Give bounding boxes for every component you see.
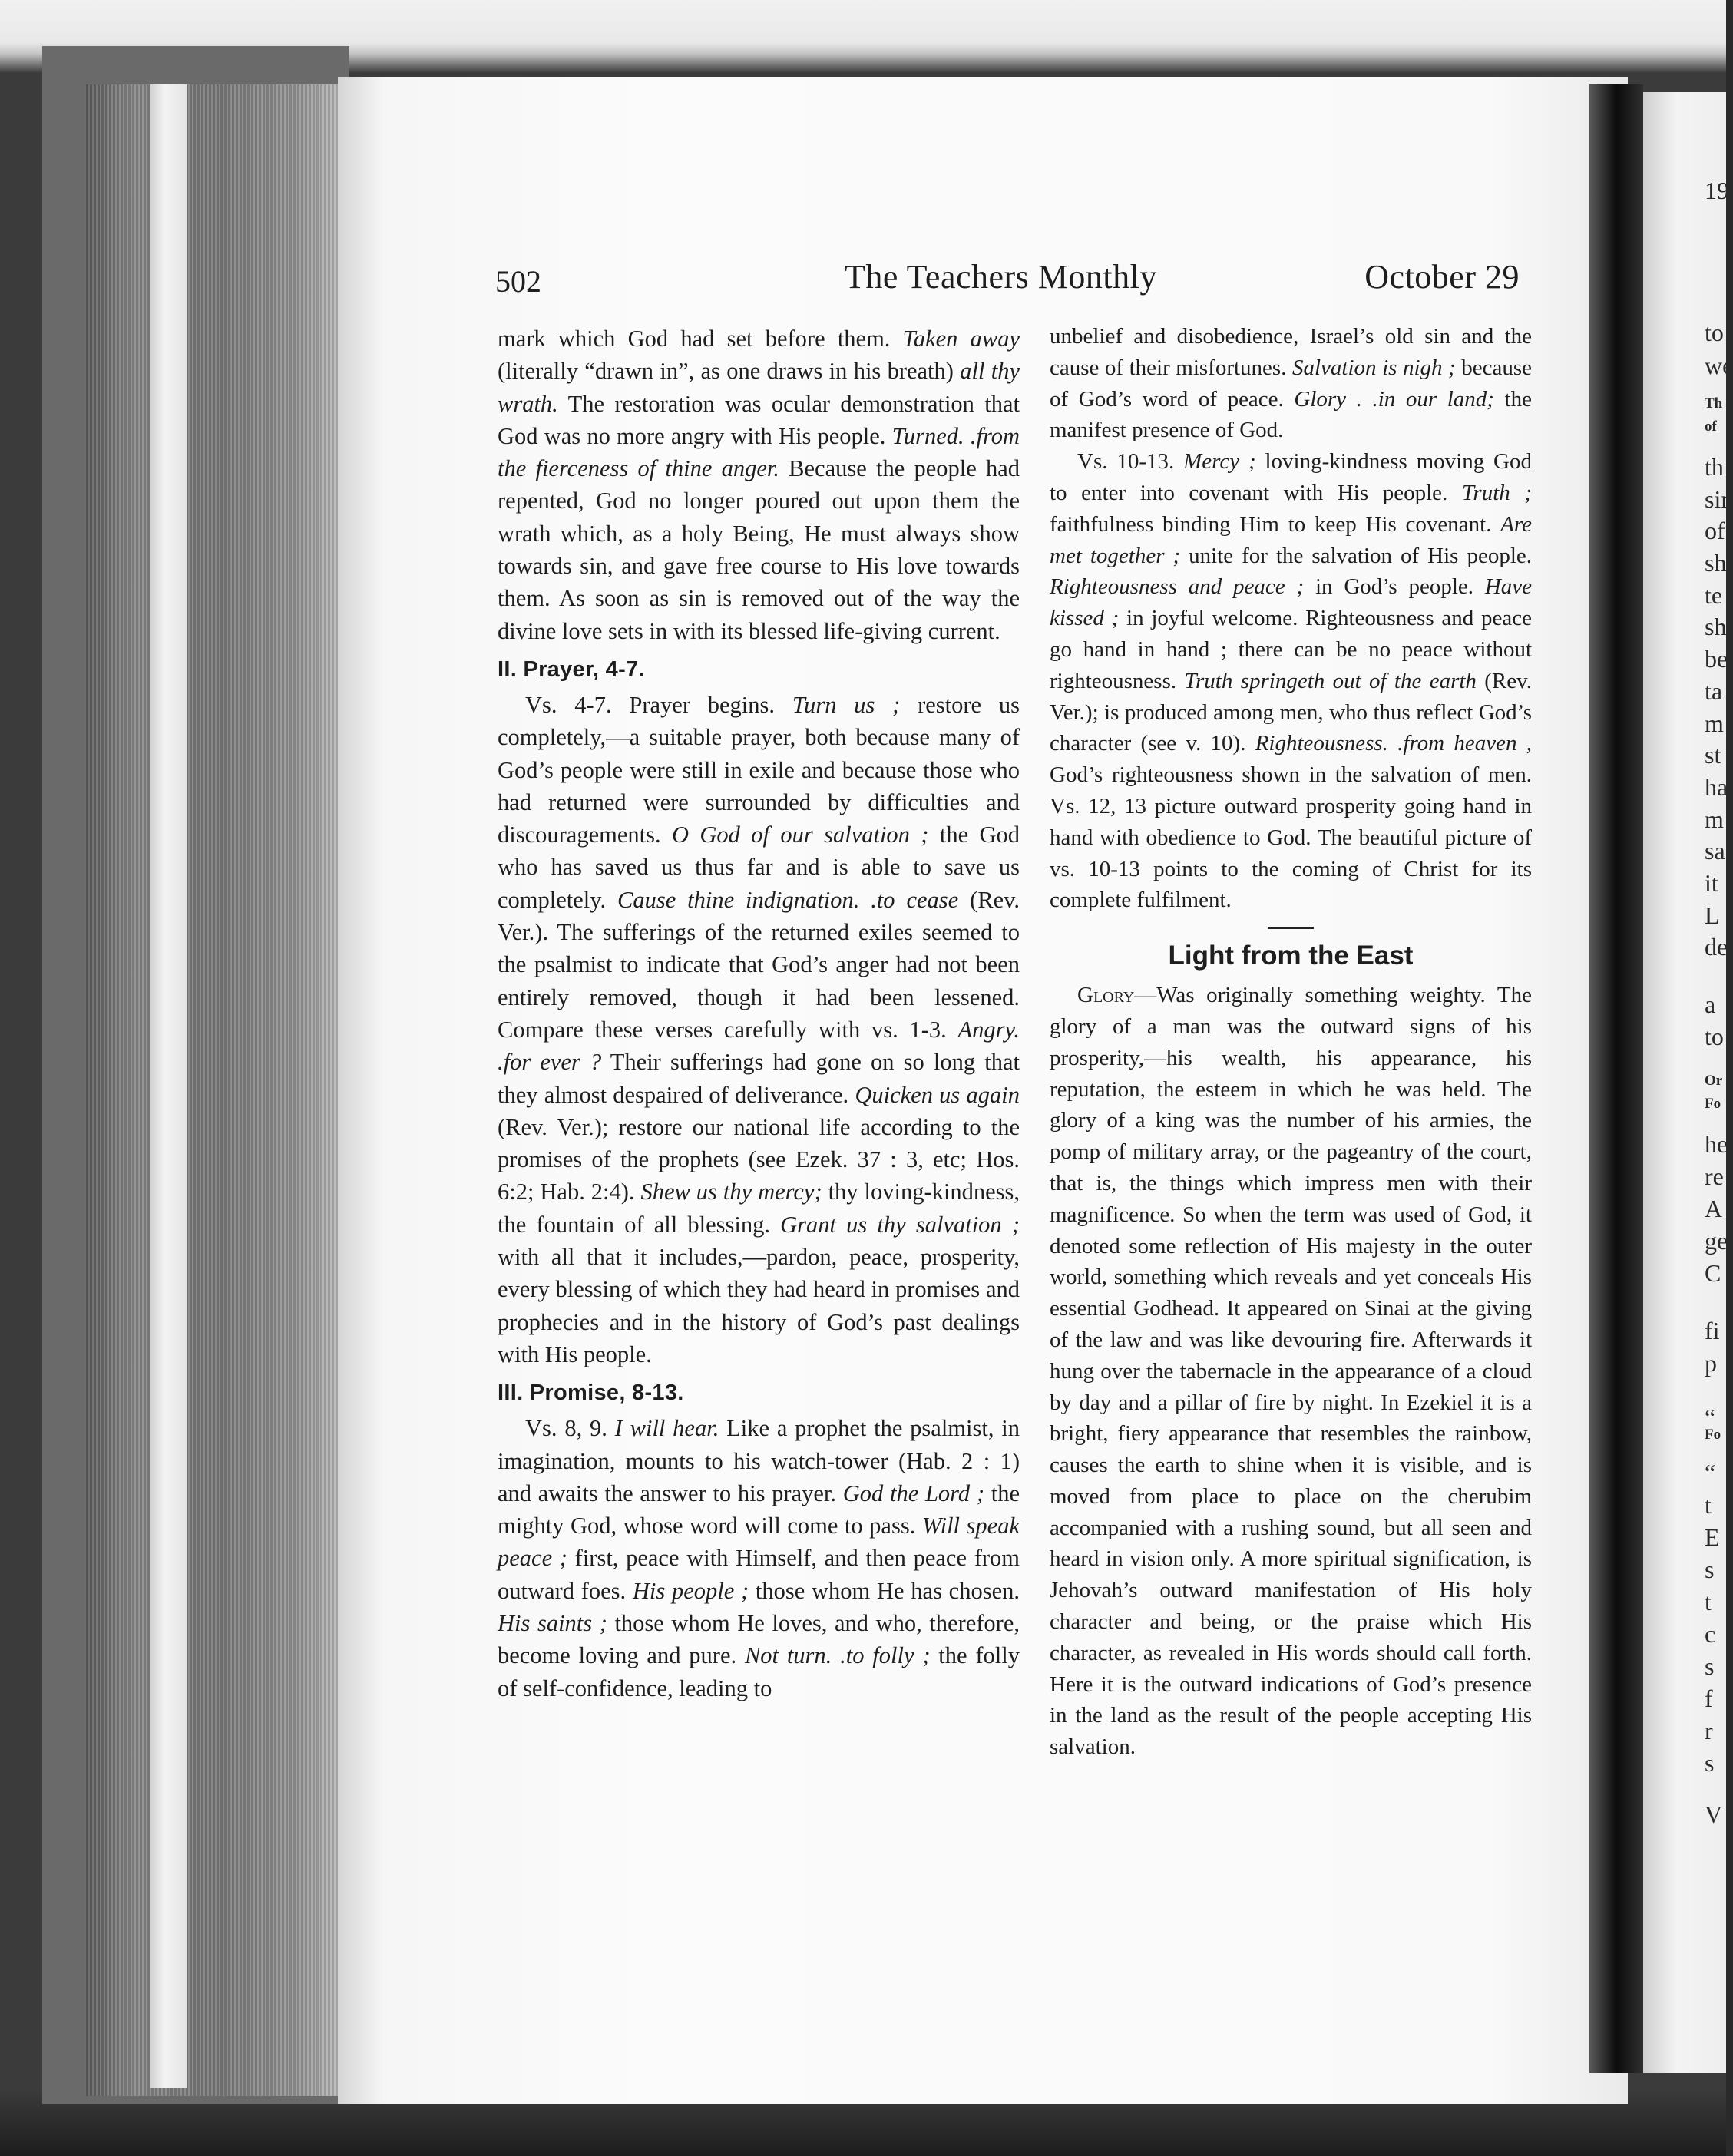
paragraph xyxy=(1050,446,1532,916)
text-run: because of God’s word of peace. xyxy=(1050,355,1532,412)
facing-page-text-fragment: st xyxy=(1705,741,1721,769)
facing-page-text-fragment: s xyxy=(1705,1652,1715,1680)
paragraph xyxy=(1050,980,1532,1763)
facing-page-text-fragment: m xyxy=(1705,709,1724,737)
text-run: Vs. 10-13. xyxy=(1077,449,1184,475)
text-run: with all that it includes,—pardon, peace, prosperity, every blessing of which they had heard in promises and prophecies and in the history of God’s past dealings with His people. xyxy=(498,1244,1020,1367)
facing-page-text-fragment: a xyxy=(1705,990,1716,1018)
facing-page-text-fragment: s xyxy=(1705,1749,1715,1777)
paragraph xyxy=(1050,321,1532,446)
italic-term: Turned. .from the fierceness of thine anger. xyxy=(498,422,1020,482)
facing-page-text-fragment: re xyxy=(1705,1162,1724,1190)
text-run: the folly of self-confidence, leading to xyxy=(498,1642,1020,1701)
feature-heading: Light from the East xyxy=(1168,941,1414,971)
facing-page-text-fragment: s xyxy=(1705,1556,1715,1583)
facing-page-text-fragment: ge xyxy=(1705,1227,1728,1255)
facing-page-text-fragment: V xyxy=(1705,1801,1723,1828)
facing-page-text-fragment: we xyxy=(1705,352,1733,379)
facing-page-text-fragment: E xyxy=(1705,1523,1720,1551)
italic-term: Not turn. .to folly ; xyxy=(744,1642,931,1669)
facing-page-text-fragment: m xyxy=(1705,805,1724,833)
text-run: Vs. 4-7. Prayer begins. xyxy=(525,691,792,718)
page-edge-highlight xyxy=(150,84,187,2088)
facing-page-text-fragment: “ xyxy=(1705,1404,1716,1431)
text-run: Their sufferings had gone on so long that they almost despaired of deliverance. xyxy=(498,1049,1020,1108)
italic-term: Glory . .in our land; xyxy=(1294,386,1494,412)
text-run: those whom He loves, and who, therefore, become loving and pure. xyxy=(498,1609,1020,1669)
facing-page-text-fragment: “ xyxy=(1705,1459,1716,1486)
facing-page-text-fragment: of xyxy=(1705,517,1725,544)
italic-term: His people ; xyxy=(632,1577,749,1604)
text-run: Vs. 8, 9. xyxy=(525,1415,615,1442)
text-run: those whom He has chosen. xyxy=(749,1577,1020,1604)
issue-date: October 29 xyxy=(1364,258,1520,296)
text-run: —Was originally something weighty. The glory of a man was the outward signs of his prosperity,—his wealth, his appearance, his reputation, the esteem in which he was held. The glory of a king was the number of his armies, the pomp of military array, or the pageantry of the court, that is, the things which impress men with their magnificence. So when the term was used of God, it denoted some reflection of His majesty in the outer world, something which reveals and yet conceals His essential Godhead. It appeared on Sinai at the giving of the law and was like devouring fire. Afterwards it hung over the tabernacle in the appearance of a cloud by day and a pillar of fire by night. In Ezekiel it is a bright, fiery appearance that resembles the rainbow, causes the earth to shine when it is visible, and is moved from place to place on the cherubim accompanied with a rushing sound, but all seen and heard in vision only. A more spiritual signification, is Jehovah’s outward manifestation of His holy character and being, or the praise which His character, as revealed in His words should call forth. Here it is the outward indications of God’s presence in the land as the result of the people accepting His salvation. xyxy=(1050,983,1532,1760)
italic-term: His saints ; xyxy=(498,1609,607,1636)
facing-page-text-fragment: Fo xyxy=(1705,1096,1721,1112)
facing-page-text-fragment: 19 xyxy=(1705,177,1729,204)
text-run: the mighty God, whose word will come to pass. xyxy=(498,1480,1020,1539)
facing-page-text-fragment: th xyxy=(1705,453,1724,481)
facing-page-text-fragment: sin xyxy=(1705,485,1733,513)
facing-page-text-fragment: sh xyxy=(1705,613,1727,640)
italic-term: O God of our salvation ; xyxy=(671,822,929,848)
italic-term: Quicken us again xyxy=(855,1081,1020,1108)
facing-page-text-fragment: ta xyxy=(1705,677,1723,705)
facing-page-text-fragment: te xyxy=(1705,581,1723,609)
facing-page-text-fragment: to xyxy=(1705,319,1724,346)
facing-page-text-fragment: it xyxy=(1705,869,1718,897)
text-run: Because the people had repented, God no longer poured out upon them the wrath which, as a holy Being, He must always show towards sin, and gave free course to His love towards them. As soon as sin is removed out of the way the divine love sets in with its blessed life-giving current. xyxy=(498,455,1020,644)
italic-term: Mercy ; xyxy=(1183,449,1256,475)
facing-page-text-fragment: t xyxy=(1705,1588,1712,1615)
italic-term: Truth springeth out of the earth xyxy=(1184,668,1477,693)
text-run: in joyful welcome. Righteousness and peace go hand in hand ; there can be no peace without righteousness. xyxy=(1050,606,1533,693)
facing-page-text-fragment: sa xyxy=(1705,837,1725,865)
right-column xyxy=(1050,321,1532,1763)
facing-page-text-fragment: t xyxy=(1705,1491,1712,1519)
italic-term: all thy wrath. xyxy=(498,358,1020,417)
divider-rule xyxy=(1268,927,1314,929)
facing-page-text-fragment: be xyxy=(1705,645,1728,673)
text-run: restore us completely,—a suitable prayer, both because many of God’s people were still in exile and because those who had returned were surrounded by difficulties and discouragements. xyxy=(498,691,1020,848)
italic-term: Righteousness. .from heaven , xyxy=(1255,731,1532,756)
text-run: (Rev. Ver.); restore our national life according to the promises of the prophets (see Ezek. 37 : 3, etc; Hos. 6:2; Hab. 2:4). xyxy=(498,1113,1020,1205)
facing-page-text-fragment: L xyxy=(1705,901,1720,929)
italic-term: I will hear. xyxy=(614,1415,719,1442)
text-run: Glory xyxy=(1077,983,1135,1008)
facing-page-text-fragment: he xyxy=(1705,1130,1728,1158)
page-edges xyxy=(84,84,342,2096)
paragraph xyxy=(498,689,1020,1371)
facing-page-text-fragment: Fo xyxy=(1705,1427,1721,1443)
italic-term: Salvation is nigh ; xyxy=(1292,355,1456,380)
facing-page-text-fragment: Th xyxy=(1705,395,1723,412)
text-run: The restoration was ocular demonstration that God was no more angry with His people. xyxy=(498,390,1020,449)
text-run: unite for the salvation of His people. xyxy=(1180,543,1532,568)
facing-page-text-fragment: r xyxy=(1705,1717,1713,1744)
italic-term: Grant us thy salvation ; xyxy=(780,1211,1020,1238)
text-run: first, peace with Himself, and then peace from outward foes. xyxy=(498,1545,1020,1604)
left-column xyxy=(498,322,1020,1705)
facing-page-text-fragment: p xyxy=(1705,1349,1717,1377)
facing-page-fragment xyxy=(1643,92,1733,2073)
book-gutter xyxy=(1589,84,1643,2073)
italic-term: God the Lord ; xyxy=(842,1480,985,1506)
text-run: God’s righteousness shown in the salvation of men. Vs. 12, 13 picture outward prosperity going hand in hand with obedience to God. The beautiful picture of vs. 10-13 points to the coming of Christ for its complete fulfilment. xyxy=(1050,762,1532,913)
running-header xyxy=(495,257,1524,303)
paragraph xyxy=(498,1412,1020,1705)
text-run: mark which God had set before them. xyxy=(498,326,903,352)
facing-page-text-fragment: ha xyxy=(1705,773,1728,801)
text-run: (Rev. Ver.); is produced among men, who thus reflect God’s character (see v. 10). xyxy=(1050,668,1533,756)
text-run: unbelief and disobedience, Israel’s old sin and the cause of their misfortunes. xyxy=(1050,324,1532,380)
italic-term: Are met together ; xyxy=(1050,511,1532,568)
italic-term: Righteousness and peace ; xyxy=(1050,574,1305,600)
facing-page-text-fragment: of xyxy=(1705,418,1717,435)
italic-term: Cause thine indignation. .to cease xyxy=(617,886,959,913)
facing-page-text-fragment: Or xyxy=(1705,1073,1723,1089)
facing-page-text-fragment: C xyxy=(1705,1259,1721,1287)
section-heading: II. Prayer, 4-7. xyxy=(498,656,645,682)
text-run: Like a prophet the psalmist, in imagination, mounts to his watch-tower (Hab. 2 : 1) and awaits the answer to his prayer. xyxy=(498,1415,1020,1506)
italic-term: Angry. .for ever ? xyxy=(498,1016,1020,1076)
section-heading: III. Promise, 8-13. xyxy=(498,1381,684,1406)
facing-page-text-fragment: sh xyxy=(1705,549,1727,577)
text-run: the manifest presence of God. xyxy=(1050,386,1532,443)
facing-page-text-fragment: A xyxy=(1705,1195,1723,1222)
facing-page-text-fragment: c xyxy=(1705,1620,1716,1648)
italic-term: Turn us ; xyxy=(792,691,901,718)
paragraph xyxy=(498,322,1020,647)
italic-term: Have kissed ; xyxy=(1050,574,1532,631)
facing-page-text-fragment: fi xyxy=(1705,1317,1720,1344)
journal-title: The Teachers Monthly xyxy=(845,258,1157,296)
italic-term: Will speak peace ; xyxy=(498,1513,1020,1572)
text-run: (literally “drawn in”, as one draws in his breath) xyxy=(498,358,961,385)
text-run: the God who has saved us thus far and is able to save us completely. xyxy=(498,822,1020,913)
facing-page-text-fragment: de xyxy=(1705,933,1728,961)
text-run: in God’s people. xyxy=(1304,574,1485,600)
text-run: loving-kindness moving God to enter into covenant with His people. xyxy=(1050,449,1533,505)
facing-page-text-fragment: to xyxy=(1705,1023,1724,1050)
text-run: faithfulness binding Him to keep His covenant. xyxy=(1050,511,1501,537)
facing-page-text-fragment: f xyxy=(1705,1685,1713,1712)
italic-term: Truth ; xyxy=(1461,480,1532,505)
text-run: thy loving-kindness, the fountain of all blessing. xyxy=(498,1179,1020,1238)
italic-term: Shew us thy mercy; xyxy=(640,1179,822,1205)
italic-term: Taken away xyxy=(902,326,1020,352)
text-run: (Rev. Ver.). The sufferings of the returned exiles seemed to the psalmist to indicate that God’s anger had not been entirely removed, though it had been lessened. Compare these verses carefully with vs. 1-3. xyxy=(498,886,1020,1043)
page-number: 502 xyxy=(495,264,541,299)
